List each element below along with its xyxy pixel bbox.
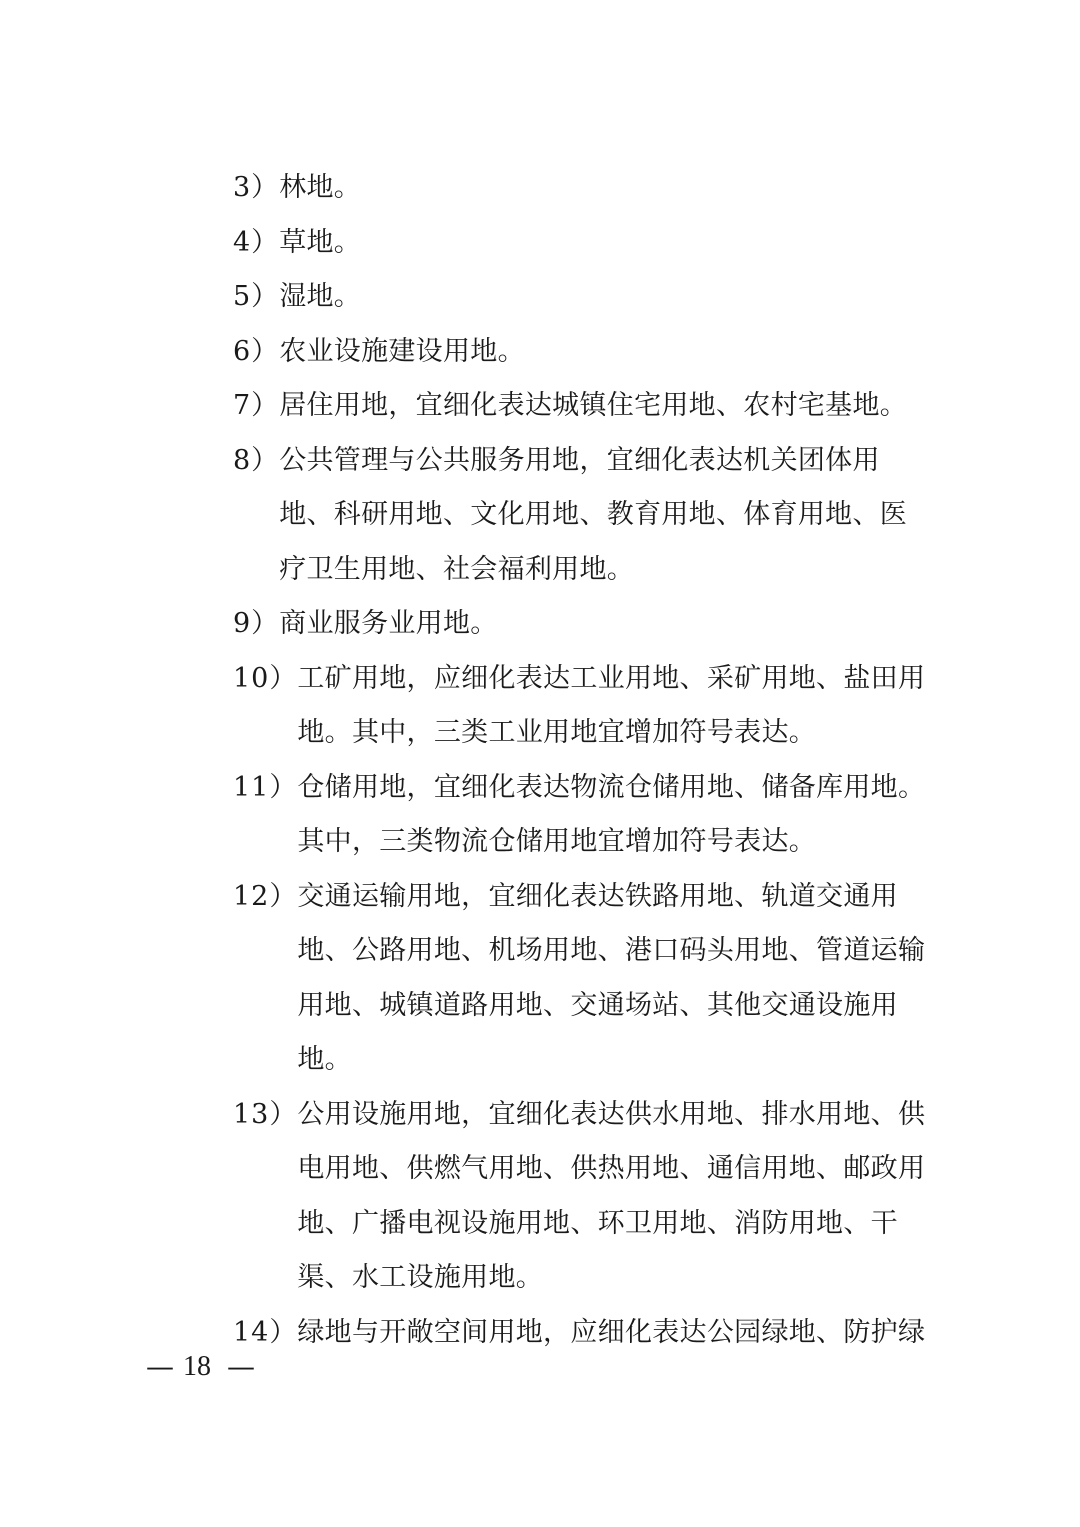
list-item-number: 5） [233,281,280,312]
list-item-text: 草地。 [279,226,362,258]
list-item [233,325,933,380]
list-item-number: 7） [233,390,280,421]
list-item-number: 3） [233,172,280,203]
list-item [233,161,933,216]
list-item [233,597,933,652]
list-item-text: 公用设施用地，宜细化表达供水用地、排水用地、供电用地、供燃气用地、供热用地、通信用地、邮政用地、广播电视设施用地、环卫用地、消防用地、干渠、水工设施用地。 [297,1098,926,1293]
list-item-number: 4） [233,226,280,258]
list-item-text: 商业服务业用地。 [279,608,498,639]
list-item-text: 公共管理与公共服务用地，宜细化表达机关团体用地、科研用地、文化用地、教育用地、体育用地、医疗卫生用地、社会福利用地。 [279,444,908,585]
list-item-number: 14） [233,1316,298,1348]
list-item-number: 11） [233,771,298,803]
list-item-text: 交通运输用地，宜细化表达铁路用地、轨道交通用地、公路用地、机场用地、港口码头用地、管道运输用地、城镇道路用地、交通场站、其他交通设施用地。 [297,880,926,1075]
list-item [233,1088,933,1306]
document-body [233,161,933,1360]
list-item-text: 仓储用地，宜细化表达物流仓储用地、储备库用地。其中，三类物流仓储用地宜增加符号表达。 [297,771,926,857]
list-item-number: 6） [233,335,280,367]
page-number: 18 [183,1351,211,1382]
list-item [233,652,933,761]
list-item-number: 8） [233,444,280,476]
list-item-text: 绿地与开敞空间用地，应细化表达公园绿地、防护绿 [297,1316,926,1348]
list-item [233,761,933,870]
page-footer [0,1342,400,1392]
list-item-number: 13） [233,1098,298,1130]
list-item-text: 居住用地，宜细化表达城镇住宅用地、农村宅基地。 [279,390,908,421]
list-item-text: 农业设施建设用地。 [279,335,525,367]
list-item [233,216,933,271]
list-item-number: 12） [233,880,298,912]
list-item-text: 湿地。 [279,281,362,312]
list-item-number: 9） [233,608,280,639]
list-item-number: 10） [233,662,298,694]
list-item [233,434,933,598]
page-number-dash-left: — [146,1350,174,1383]
list-item [233,270,933,325]
list-item-text: 林地。 [279,172,362,203]
list-item [233,379,933,434]
page-number-dash-right: — [227,1350,255,1383]
list-item [233,870,933,1088]
list-item-text: 工矿用地，应细化表达工业用地、采矿用地、盐田用地。其中，三类工业用地宜增加符号表达。 [297,662,926,748]
